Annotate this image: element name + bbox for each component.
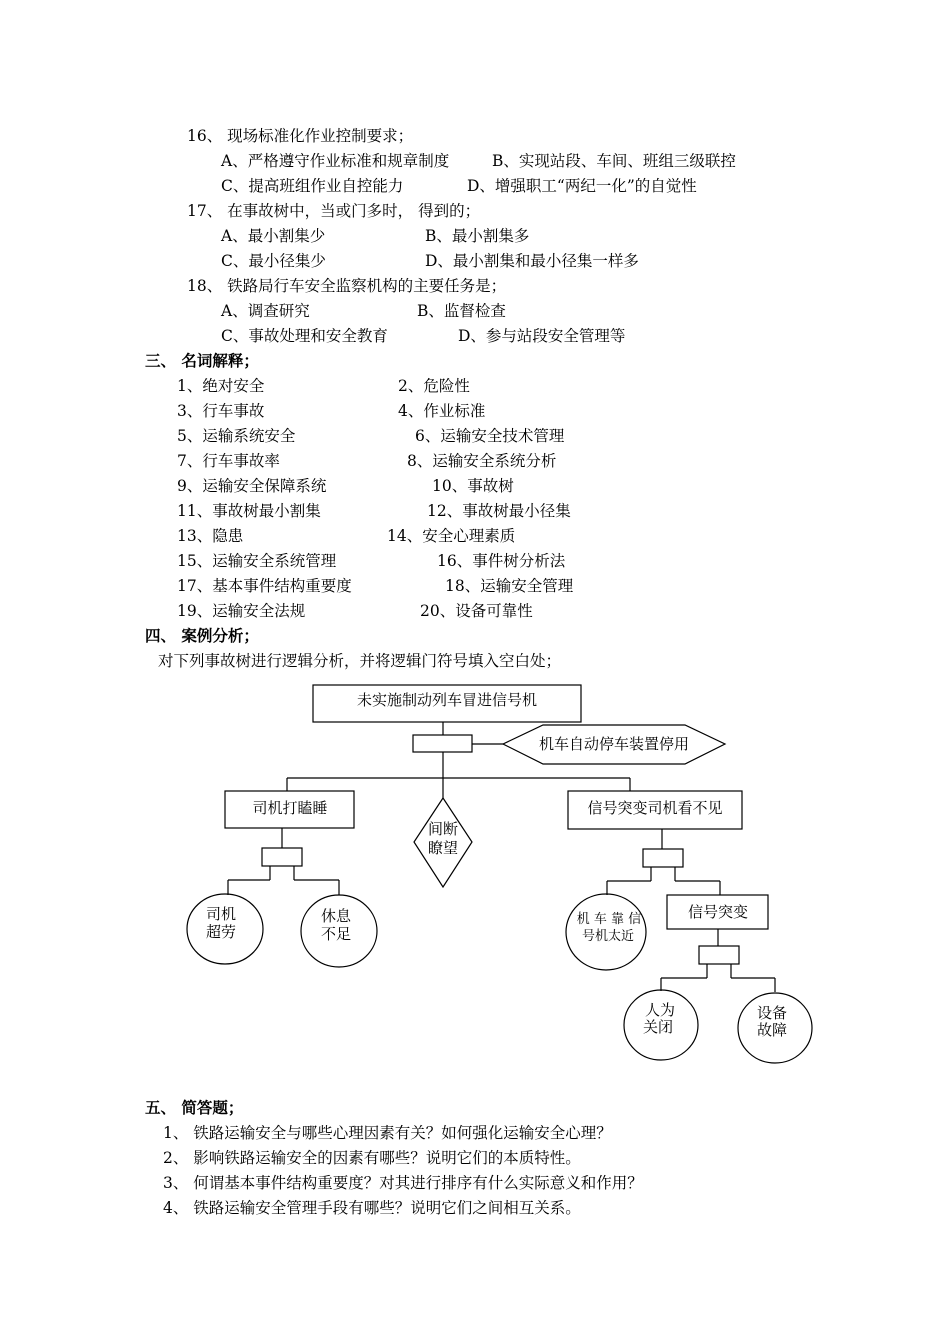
term-item: 12、事故树最小径集 [427,502,571,520]
term-item: 4、作业标准 [398,402,486,420]
term-item: 15、运输安全系统管理 [177,552,337,570]
q16-stem: 16、 现场标准化作业控制要求； [187,127,414,145]
q16-option-d: D、增强职工“两纪一化”的自觉性 [467,177,697,195]
basic-event-label: 不足 [320,925,352,943]
basic-event-label: 休息 [320,907,352,925]
section4-heading: 四、 案例分析； [145,626,259,645]
term-item: 13、隐患 [177,527,244,545]
q17-stem: 17、 在事故树中，当或门多时， 得到的； [187,202,481,220]
gate-blank-bottom[interactable] [699,946,739,964]
term-item: 6、运输安全技术管理 [415,427,565,445]
q17-option-c: C、最小径集少 [221,252,326,270]
left-event-label: 司机打瞌睡 [252,799,328,817]
term-item: 16、事件树分析法 [437,552,566,570]
basic-event-label: 机 车 靠 信 [576,912,642,927]
term-item: 1、绝对安全 [177,377,265,395]
term-item: 18、运输安全管理 [445,577,574,595]
term-item: 8、运输安全系统分析 [407,452,557,470]
question-item: 3、 何谓基本事件结构重要度？对其进行排序有什么实际意义和作用？ [163,1174,643,1192]
term-item: 5、运输系统安全 [177,427,296,445]
basic-event-label: 超劳 [205,923,237,941]
top-event-label: 未实施制动列车冒进信号机 [356,691,538,709]
q18-option-b: B、监督检查 [417,302,506,320]
signal-change-label: 信号突变 [687,903,749,921]
question-item: 1、 铁路运输安全与哪些心理因素有关？如何强化运输安全心理？ [163,1124,612,1142]
q18-option-d: D、参与站段安全管理等 [458,327,626,345]
basic-event-label: 关闭 [642,1018,674,1036]
mid-event-label-2: 瞭望 [427,839,459,857]
q16-option-c: C、提高班组作业自控能力 [221,177,404,195]
q18-stem: 18、 铁路局行车安全监察机构的主要任务是； [187,277,507,295]
gate-blank-top[interactable] [413,735,472,752]
question-item: 2、 影响铁路运输安全的因素有哪些？说明它们的本质特性。 [163,1149,581,1167]
q16-option-b: B、实现站段、车间、班组三级联控 [492,152,736,170]
term-item: 2、危险性 [398,377,470,395]
term-item: 11、事故树最小割集 [177,502,321,520]
term-item: 20、设备可靠性 [420,602,533,620]
basic-event-label: 号机太近 [581,929,635,944]
q16-option-a: A、严格遵守作业标准和规章制度 [221,152,450,170]
term-item: 9、运输安全保障系统 [177,477,327,495]
condition-label: 机车自动停车装置停用 [538,735,690,753]
term-item: 14、安全心理素质 [387,527,516,545]
basic-event-label: 人为 [644,1001,676,1019]
question-item: 4、 铁路运输安全管理手段有哪些？说明它们之间相互关系。 [163,1199,581,1217]
gate-blank-left[interactable] [262,848,302,866]
term-item: 10、事故树 [432,477,514,495]
right-event-label: 信号突变司机看不见 [587,799,723,817]
gate-blank-right[interactable] [643,849,683,867]
term-item: 19、运输安全法规 [177,602,306,620]
basic-event-label: 故障 [756,1021,788,1039]
section3-heading: 三、 名词解释； [145,351,259,370]
mid-event-label-1: 间断 [427,820,459,838]
basic-event-label: 设备 [756,1004,788,1022]
q18-option-a: A、调查研究 [221,302,310,320]
term-item: 17、基本事件结构重要度 [177,577,352,595]
q17-option-d: D、最小割集和最小径集一样多 [425,252,639,270]
q18-option-c: C、事故处理和安全教育 [221,327,388,345]
q17-option-b: B、最小割集多 [425,227,530,245]
term-item: 3、行车事故 [177,402,265,420]
basic-event-label: 司机 [205,905,237,923]
section4-instruction: 对下列事故树进行逻辑分析，并将逻辑门符号填入空白处； [158,652,562,670]
term-item: 7、行车事故率 [177,452,280,470]
q17-option-a: A、最小割集少 [221,227,326,245]
section5-heading: 五、 简答题； [145,1098,244,1117]
